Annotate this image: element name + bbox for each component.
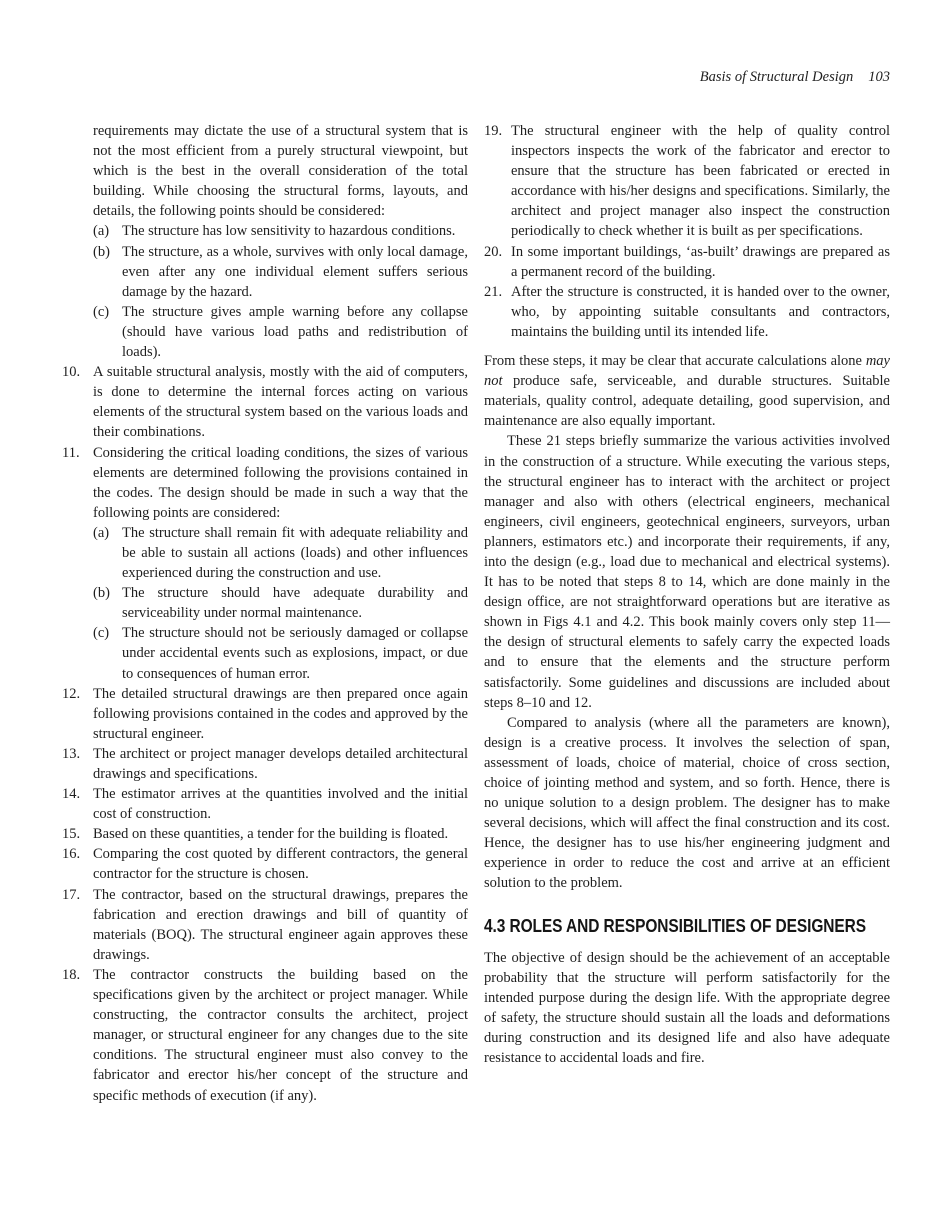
list-item-21 <box>484 282 890 342</box>
list-item-10 <box>62 362 468 442</box>
item-text: After the structure is constructed, it is handed over to the owner, who, by appointing suitable consultants and contractors, maintains the building until its intended life. <box>511 283 890 340</box>
item-number: 21. <box>484 283 503 300</box>
subitem-text: The structure, as a whole, survives with only local damage, even after any one individual element suffers serious damage by the hazard. <box>122 243 468 300</box>
two-column-body <box>62 121 890 1106</box>
list-item-11 <box>62 443 468 684</box>
item-text: Considering the critical loading conditions, the sizes of various elements are determined following the provisions contained in the codes. The design should be made in such a way that the following points are considered: <box>93 444 468 521</box>
paragraph-text: produce safe, serviceable, and durable structures. Suitable materials, quality control, adequate detailing, good supervision, and maintenance are also equally important. <box>484 373 890 430</box>
list-item-17 <box>62 885 468 965</box>
emphasized-text: may not <box>484 353 890 390</box>
subitem-marker: (a) <box>93 524 110 541</box>
subitem-marker: (c) <box>93 625 110 642</box>
running-header <box>62 69 890 86</box>
item-text: The contractor, based on the structural drawings, prepares the fabrication and erection drawings and bill of quantity of materials (BOQ). The structural engineer again approves these drawings. <box>93 886 468 963</box>
subitem-text: The structure shall remain fit with adequate reliability and be able to sustain all actions (loads) and other influences experienced during the construction and use. <box>122 524 468 582</box>
paragraph-compared-to-analysis: Compared to analysis (where all the parameters are known), design is a creative process. It involves the selection of span, assessment of loads, choice of material, choice of cross section, choice of jointing method and system, and so forth. Hence, there is no unique solution to a design problem. The designer has to make several decisions, which will affect the final construction and its cost. Hence, the designer has to use his/her engineering judgment and experience in order to reduce the cost and arrive at an efficient solution to the problem. <box>484 714 890 892</box>
item-number: 10. <box>62 364 81 381</box>
subitem-a <box>93 221 468 241</box>
item-number: 19. <box>484 123 503 139</box>
page-number: 103 <box>868 69 890 85</box>
subitem-text: The structure has low sensitivity to hazardous conditions. <box>122 223 456 240</box>
subitem-c <box>93 302 468 362</box>
list-item-13 <box>62 744 468 784</box>
subitem-c <box>93 623 468 683</box>
list-item-16 <box>62 844 468 884</box>
list-item-19 <box>484 121 890 242</box>
item-number: 18. <box>62 966 81 983</box>
item-number: 20. <box>484 243 503 260</box>
paragraph-these-21-steps: These 21 steps briefly summarize the various activities involved in the construction of a structure. While executing the various steps, the structural engineer has to interact with the architect or project manager and also with others (electrical engineers, mechanical engineers, civil engineers, geotechnical engineers, surveyors, urban planners, estimators etc.) and incorporate their requirements, if any, into the design (e.g., load due to mechanical and electrical systems). It has to be noted that steps 8 to 14, which are done mainly in the design office, are not straightforward operations but are iterative as shown in Figs 4.1 and 4.2. This book mainly covers only step 11—the design of structural elements to safely carry the expected loads and to ensure that the elements and the structure perform satisfactorily. Some guidelines and discussions are included about steps 8–10 and 12. <box>484 433 890 711</box>
item-text: The detailed structural drawings are then prepared once again following provisions contained in the codes and approved by the structural engineer. <box>93 685 468 742</box>
subitem-a <box>93 523 468 583</box>
list-item-14 <box>62 784 468 824</box>
right-column <box>484 121 890 1106</box>
item-number: 13. <box>62 745 81 762</box>
section-heading: 4.3 ROLES AND RESPONSIBILITIES OF DESIGNERS <box>484 915 866 936</box>
list-item-18 <box>62 965 468 1106</box>
item-text: The structural engineer with the help of quality control inspectors inspects the work of the fabricator and erector to ensure that the structure has been fabricated or erected in accordance with his/her designs and specifications. Similarly, the architect and project manager also inspect the construction periodically to check whether it is built as per specifications. <box>511 123 890 240</box>
item-number: 17. <box>62 886 81 903</box>
item-body <box>93 443 468 684</box>
item-number: 16. <box>62 846 81 863</box>
item-9-continuation <box>93 121 468 362</box>
item-number: 12. <box>62 685 81 702</box>
item-text: In some important buildings, ‘as-built’ drawings are prepared as a permanent record of the building. <box>511 243 890 280</box>
subitem-text: The structure should have adequate durability and serviceability under normal maintenance. <box>122 585 468 622</box>
subitem-marker: (b) <box>93 585 110 602</box>
paragraph-from-these-steps <box>484 351 890 431</box>
subitem-marker: (b) <box>93 243 110 260</box>
item-text: The estimator arrives at the quantities involved and the initial cost of construction. <box>93 786 468 823</box>
subitem-text: The structure gives ample warning before any collapse (should have various load paths and redistribution of loads). <box>122 303 468 361</box>
list-item-12 <box>62 684 468 744</box>
section-body-paragraph: The objective of design should be the achievement of an acceptable probability that the structure will perform satisfactorily for the intended purpose during the design life. With the appropriate degree of safety, the structure should sustain all the loads and deformations during construction and its designed life and also have adequate resistance to accidental loads and fire. <box>484 949 890 1067</box>
item-text: The contractor constructs the building based on the specifications given by the architect or project manager. While constructing, the contractor consults the architect, project manager, or structural engineer for any changes due to the site conditions. The structural engineer must also convey to the fabricator and erector his/her concept of the structure and specific methods of execution (if any). <box>93 966 468 1104</box>
item-number: 15. <box>62 826 81 843</box>
subitem-b <box>93 583 468 623</box>
item-text: A suitable structural analysis, mostly with the aid of computers, is done to determine the internal forces acting on various elements of the structural system based on the various loads and their combinations. <box>93 364 468 441</box>
paragraph: requirements may dictate the use of a structural system that is not the most efficient from a purely structural viewpoint, but which is the best in the overall consideration of the total building. While choosing the structural forms, layouts, and details, the following points should be considered: <box>93 123 468 220</box>
running-title: Basis of Structural Design <box>699 69 854 85</box>
list-item-15 <box>62 824 468 844</box>
subitem-marker: (c) <box>93 303 110 320</box>
item-text: The architect or project manager develops detailed architectural drawings and specifications. <box>93 745 468 782</box>
item-number: 11. <box>62 444 80 461</box>
list-item-20 <box>484 242 890 282</box>
item-text: Comparing the cost quoted by different contractors, the general contractor for the structure is chosen. <box>93 846 468 883</box>
item-text: Based on these quantities, a tender for the building is floated. <box>93 826 449 843</box>
item-number: 14. <box>62 786 81 803</box>
paragraph-text: From these steps, it may be clear that accurate calculations alone <box>484 353 866 370</box>
left-column <box>62 121 468 1106</box>
subitem-marker: (a) <box>93 223 110 240</box>
subitem-b <box>93 242 468 302</box>
subitem-text: The structure should not be seriously damaged or collapse under accidental events such as explosions, impact, or due to consequences of human error. <box>122 625 468 682</box>
